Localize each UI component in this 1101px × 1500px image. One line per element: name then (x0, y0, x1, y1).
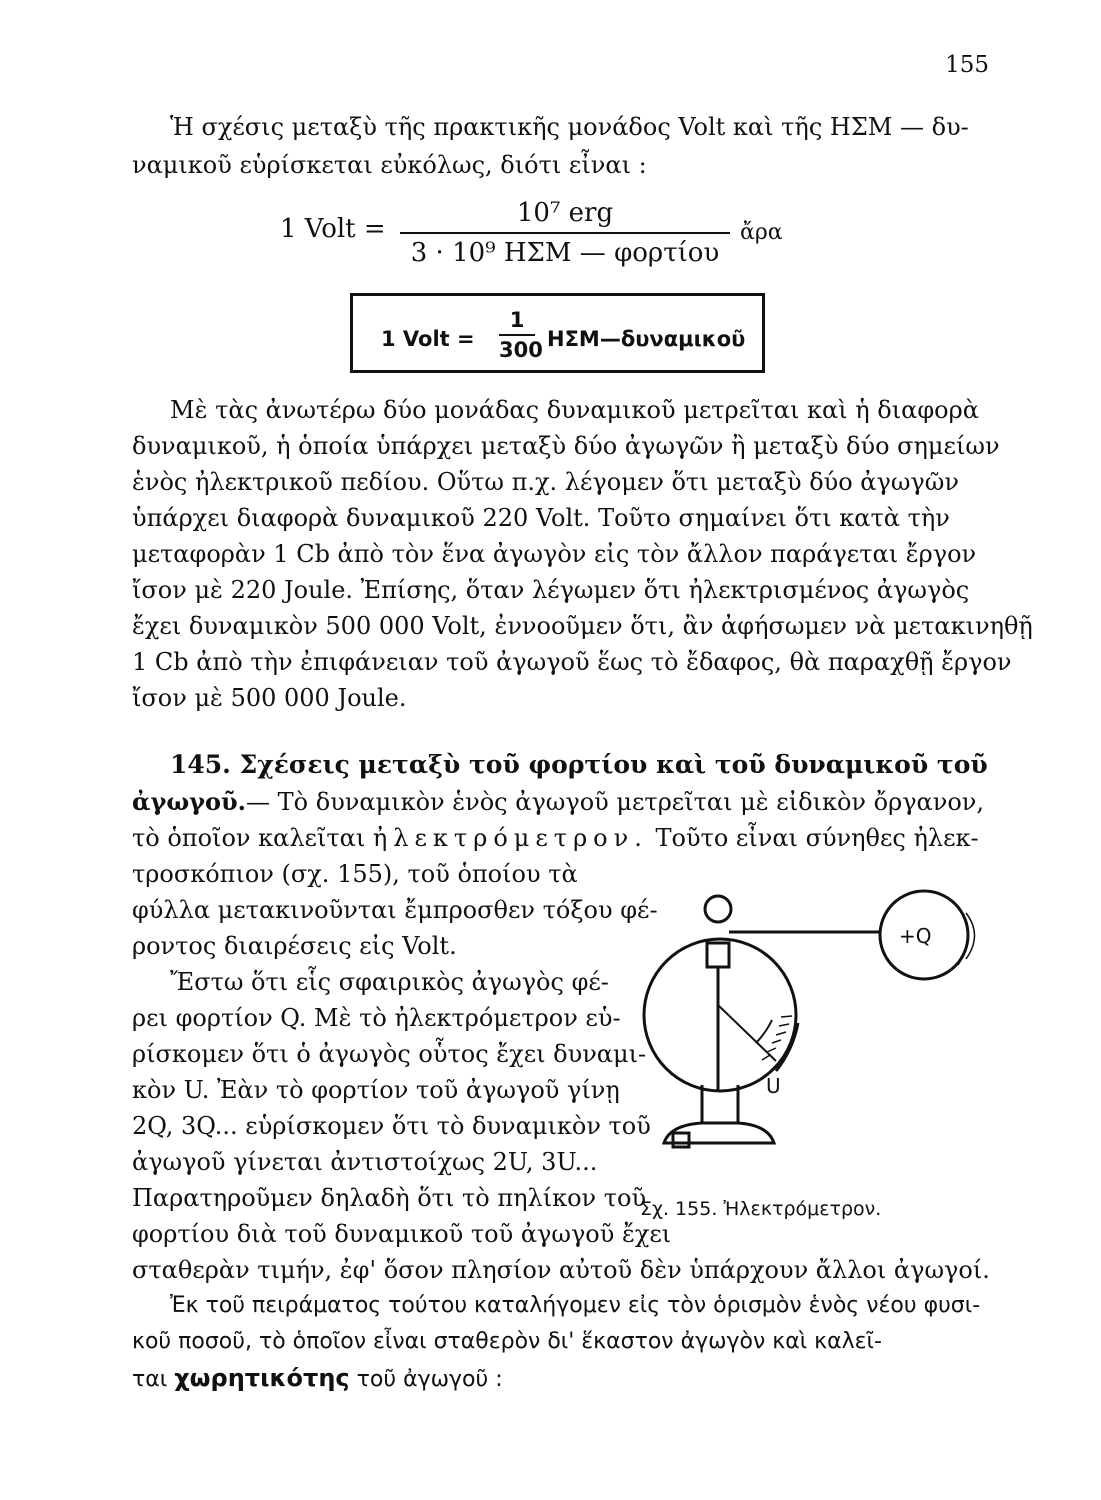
electrometer-housing (644, 939, 796, 1091)
boxed-formula-numerator: 1 (509, 308, 525, 332)
boxed-fraction-bar (499, 334, 535, 336)
paragraph2-line: ρει φορτίον Q. Μὲ τὸ ἠλεκτρόμετρον εὑ- (132, 1004, 621, 1032)
page-number: 155 (945, 52, 989, 78)
boxed-formula-fraction (499, 308, 543, 362)
paragraph3-line-2: κοῦ ποσοῦ, τὸ ὁποῖον εἶναι σταθερὸν δι' ἕκαστον ἀγωγὸν καὶ καλεῖ- (132, 1329, 882, 1354)
paragraph3-line-3-end: τοῦ ἀγωγοῦ : (356, 1367, 503, 1392)
formula-fraction (400, 198, 730, 268)
figure-caption: Σχ. 155. Ἠλεκτρόμετρον. (640, 1198, 882, 1220)
scale-label: U (766, 1074, 781, 1098)
boxed-formula-lhs: 1 Volt = (381, 327, 475, 351)
volt-conversion-formula (280, 198, 820, 274)
paragraph1-line: ἔχει δυναμικὸν 500 000 Volt, ἐννοοῦμεν ὅτι, ἂν ἀφήσωμεν νὰ μετακινηθῇ (132, 612, 1033, 640)
charge-label: +Q (899, 924, 932, 948)
intro-line-1: Ἡ σχέσις μεταξὺ τῆς πρακτικῆς μονάδος Volt καὶ τῆς ΗΣΜ — δυ- (170, 113, 969, 141)
paragraph1-line: δυναμικοῦ, ἡ ὁποία ὑπάρχει μεταξὺ δύο ἀγωγῶν ἢ μεταξὺ δύο σημείων (132, 432, 1000, 460)
scale-arc (756, 1020, 772, 1043)
section-line-3-start: τὸ ὁποῖον καλεῖται (132, 824, 366, 852)
paragraph3-line-1: Ἐκ τοῦ πειράματος τούτου καταλήγομεν εἰς τὸν ὁρισμὸν ἑνὸς νέου φυσι- (170, 1293, 981, 1318)
section-line-3-end: Τοῦτο εἶναι σύνηθες ἠλεκ- (655, 824, 979, 852)
stand-screw (673, 1133, 689, 1147)
section-line-2-text: — Τὸ δυναμικὸν ἑνὸς ἀγωγοῦ μετρεῖται μὲ εἰδικὸν ὄργανον, (246, 788, 985, 816)
paragraph2-line: ἀγωγοῦ γίνεται ἀντιστοίχως 2U, 3U... (132, 1148, 598, 1176)
electrometer-figure (640, 885, 990, 1205)
section-line-5: φύλλα μετακινοῦνται ἔμπροσθεν τόξου φέ- (132, 896, 658, 924)
paragraph1-line: ἑνὸς ἠλεκτρικοῦ πεδίου. Οὕτω π.χ. λέγομεν ὅτι μεταξὺ δύο ἀγωγῶν (132, 468, 959, 496)
fraction-bar (400, 232, 730, 234)
paragraph2-line: ρίσκομεν ὅτι ὁ ἀγωγὸς οὗτος ἔχει δυναμι- (132, 1040, 647, 1068)
section-line-3 (132, 823, 992, 853)
paragraph2-line: κὸν U. Ἐὰν τὸ φορτίον τοῦ ἀγωγοῦ γίνῃ (132, 1076, 620, 1104)
section-heading-continuation: ἀγωγοῦ. (132, 787, 247, 816)
paragraph2-line: σταθερὰν τιμήν, ἐφ' ὅσον πλησίον αὐτοῦ δὲν ὑπάρχουν ἄλλοι ἀγωγοί. (132, 1256, 990, 1284)
electrometer-insulator (707, 943, 729, 967)
conductor-shading (958, 907, 968, 965)
section-line-6: ροντος διαιρέσεις εἰς Volt. (132, 932, 457, 960)
section-heading: 145. Σχέσεις μεταξὺ τοῦ φορτίου καὶ τοῦ δυναμικοῦ τοῦ (170, 750, 988, 779)
paragraph1-line: μεταφορὰν 1 Cb ἀπὸ τὸν ἕνα ἀγωγὸν εἰς τὸν ἄλλον παράγεται ἔργον (132, 540, 977, 568)
paragraph2-line: Παρατηροῦμεν δηλαδὴ ὅτι τὸ πηλίκον τοῦ (132, 1184, 647, 1212)
paragraph1-line: 1 Cb ἀπὸ τὴν ἐπιφάνειαν τοῦ ἀγωγοῦ ἕως τὸ ἔδαφος, θὰ παραχθῇ ἔργον (132, 648, 1012, 676)
formula-suffix: ἄρα (740, 220, 783, 245)
intro-line-2: ναμικοῦ εὑρίσκεται εὐκόλως, διότι εἶναι : (132, 151, 647, 179)
capacitance-term: χωρητικότης (174, 1364, 350, 1392)
electrometer-knob (705, 896, 731, 922)
section-line-4: τροσκόπιον (σχ. 155), τοῦ ὁποίου τὰ (132, 860, 578, 888)
formula-denominator: 3 · 10⁹ ΗΣΜ — φορτίου (410, 238, 720, 268)
paragraph2-line: 2Q, 3Q... εὑρίσκομεν ὅτι τὸ δυναμικὸν τοῦ (132, 1112, 651, 1140)
electrometer-term: ἠλεκτρόμετρον. (372, 824, 648, 852)
paragraph2-line: Ἔστω ὅτι εἷς σφαιρικὸς ἀγωγὸς φέ- (170, 968, 609, 996)
boxed-formula-denominator: 300 (499, 338, 543, 362)
paragraph1-line: ἴσον μὲ 500 000 Joule. (132, 684, 407, 712)
paragraph1-line: ἴσον μὲ 220 Joule. Ἐπίσης, ὅταν λέγωμεν ὅτι ἠλεκτρισμένος ἀγωγὸς (132, 576, 970, 604)
paragraph1-line: Μὲ τὰς ἀνωτέρω δύο μονάδας δυναμικοῦ μετρεῖται καὶ ἡ διαφορὰ (170, 396, 979, 424)
paragraph1-line: ὑπάρχει διαφορὰ δυναμικοῦ 220 Volt. Τοῦτο σημαίνει ὅτι κατὰ τὴν (132, 504, 950, 532)
paragraph3-line-3-start: ται (132, 1367, 168, 1392)
paragraph2-line: φορτίου διὰ τοῦ δυναμικοῦ τοῦ ἀγωγοῦ ἔχει (132, 1220, 672, 1248)
boxed-formula (350, 293, 765, 373)
formula-numerator: 10⁷ erg (516, 198, 614, 228)
boxed-formula-rhs: ΗΣΜ—δυναμικοῦ (547, 327, 746, 351)
formula-lhs: 1 Volt = (280, 214, 386, 244)
paragraph3-line-3 (132, 1363, 992, 1395)
section-line-2 (132, 787, 992, 817)
